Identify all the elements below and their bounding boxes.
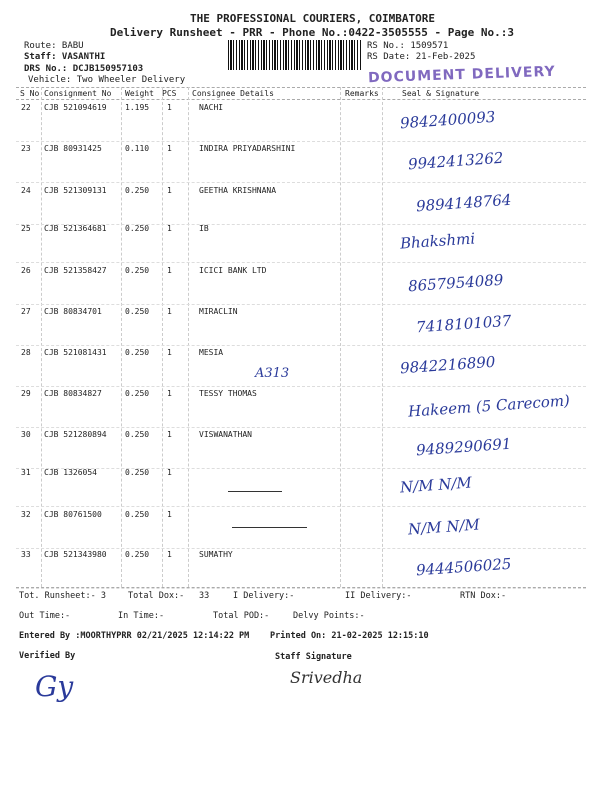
staff-signature-label: Staff Signature <box>275 652 352 662</box>
tot-runsheet: Tot. Runsheet:- 3 <box>19 591 106 601</box>
out-time: Out Time:- <box>19 611 71 621</box>
row-divider <box>16 548 586 549</box>
table-row <box>0 144 600 156</box>
cell-sno: 25 <box>21 224 31 233</box>
divider <box>16 99 586 100</box>
table-row <box>0 348 600 360</box>
handwritten-signature: 9842216890 <box>399 352 496 378</box>
handwritten-signature: N/M N/M <box>407 515 481 539</box>
dash-line <box>228 491 282 492</box>
total-pod: Total POD:- <box>213 611 270 621</box>
cell-pcs: 1 <box>167 348 172 357</box>
ii-delivery: II Delivery:- <box>345 591 412 601</box>
row-divider <box>16 141 586 142</box>
cell-wt: 1.195 <box>125 103 150 112</box>
cell-cons: CJB 80931425 <box>44 144 102 153</box>
divider <box>16 87 586 88</box>
runsheet-subtitle: Delivery Runsheet - PRR - Phone No.:0422-3505555 - Page No.:3 <box>110 26 514 39</box>
cell-pcs: 1 <box>167 430 172 439</box>
cell-cons: CJB 521280894 <box>44 430 107 439</box>
cell-pcs: 1 <box>167 144 172 153</box>
cell-wt: 0.250 <box>125 468 150 477</box>
entered-by: Entered By :MOORTHYPRR 02/21/2025 12:14:22 PM <box>19 631 250 641</box>
rs-date: RS Date: 21-Feb-2025 <box>367 52 476 62</box>
cell-wt: 0.250 <box>125 224 150 233</box>
cell-sno: 30 <box>21 430 31 439</box>
cell-sno: 28 <box>21 348 31 357</box>
company-title: THE PROFESSIONAL COURIERS, COIMBATORE <box>190 12 436 25</box>
in-time: In Time:- <box>118 611 165 621</box>
handwritten-signature: 7418101037 <box>415 311 512 337</box>
cell-wt: 0.250 <box>125 186 150 195</box>
cell-cons: CJB 1326054 <box>44 468 97 477</box>
row-divider <box>16 345 586 346</box>
col-remarks: Remarks <box>345 89 379 98</box>
table-row <box>0 103 600 115</box>
i-delivery: I Delivery:- <box>233 591 295 601</box>
handwritten-signature: 9444506025 <box>415 554 512 580</box>
cell-sno: 24 <box>21 186 31 195</box>
delvy-points: Delvy Points:- <box>293 611 365 621</box>
vehicle: Vehicle: Two Wheeler Delivery <box>28 75 186 85</box>
cell-wt: 0.250 <box>125 510 150 519</box>
total-dox-label: Total Dox:- <box>128 591 185 601</box>
handwritten-signature: Bhakshmi <box>399 229 476 253</box>
cell-cons: CJB 521364681 <box>44 224 107 233</box>
cell-name: ICICI BANK LTD <box>199 266 267 275</box>
handwritten-signature: 8657954089 <box>407 270 504 296</box>
cell-wt: 0.250 <box>125 348 150 357</box>
cell-name: VISWANATHAN <box>199 430 252 439</box>
handwritten-signature: 9894148764 <box>415 190 512 216</box>
remark-note: A313 <box>255 366 290 381</box>
cell-sno: 27 <box>21 307 31 316</box>
col-signature: Seal & Signature <box>402 89 480 98</box>
col-consignment: Consignment No <box>44 89 112 98</box>
row-divider <box>16 304 586 305</box>
cell-cons: CJB 80761500 <box>44 510 102 519</box>
cell-pcs: 1 <box>167 468 172 477</box>
table-row <box>0 224 600 236</box>
cell-name: TESSY THOMAS <box>199 389 257 398</box>
cell-cons: CJB 521081431 <box>44 348 107 357</box>
row-divider <box>16 427 586 428</box>
handwritten-signature: Hakeem (5 Carecom) <box>407 391 571 421</box>
document-delivery-stamp: DOCUMENT DELIVERY <box>367 63 556 87</box>
verified-by: Verified By <box>19 651 76 661</box>
cell-pcs: 1 <box>167 186 172 195</box>
cell-name: IB <box>199 224 209 233</box>
divider <box>16 587 586 588</box>
col-weight: Weight <box>125 89 154 98</box>
cell-name: NACHI <box>199 103 224 112</box>
cell-cons: CJB 521358427 <box>44 266 107 275</box>
table-row <box>0 468 600 480</box>
cell-sno: 23 <box>21 144 31 153</box>
handwritten-signature: 9842400093 <box>399 107 496 133</box>
cell-name: SUMATHY <box>199 550 233 559</box>
row-divider <box>16 262 586 263</box>
dash-line <box>232 527 307 528</box>
cell-wt: 0.110 <box>125 144 150 153</box>
staff-signature: Srivedha <box>290 668 363 687</box>
cell-pcs: 1 <box>167 307 172 316</box>
cell-sno: 32 <box>21 510 31 519</box>
cell-pcs: 1 <box>167 389 172 398</box>
handwritten-signature: 9942413262 <box>407 148 504 174</box>
verifier-signature: Gy <box>35 670 74 703</box>
table-row <box>0 510 600 522</box>
handwritten-signature: N/M N/M <box>399 473 473 497</box>
cell-pcs: 1 <box>167 266 172 275</box>
cell-pcs: 1 <box>167 224 172 233</box>
printed-on: Printed On: 21-02-2025 12:15:10 <box>270 631 429 641</box>
cell-name: MIRACLIN <box>199 307 238 316</box>
rs-no: RS No.: 1509571 <box>367 41 449 51</box>
drs-no: DRS No.: DCJB150957103 <box>24 64 144 74</box>
row-divider <box>16 182 586 183</box>
staff: Staff: VASANTHI <box>24 52 106 62</box>
cell-name: MESIA <box>199 348 224 357</box>
cell-sno: 22 <box>21 103 31 112</box>
cell-name: GEETHA KRISHNANA <box>199 186 277 195</box>
cell-cons: CJB 80834701 <box>44 307 102 316</box>
route: Route: BABU <box>24 41 84 51</box>
table-row <box>0 266 600 278</box>
cell-sno: 33 <box>21 550 31 559</box>
cell-pcs: 1 <box>167 510 172 519</box>
row-divider <box>16 386 586 387</box>
cell-sno: 31 <box>21 468 31 477</box>
col-sno: S No <box>20 89 40 98</box>
cell-cons: CJB 521343980 <box>44 550 107 559</box>
cell-wt: 0.250 <box>125 389 150 398</box>
cell-wt: 0.250 <box>125 266 150 275</box>
col-consignee: Consignee Details <box>192 89 274 98</box>
total-dox-value: 33 <box>199 591 210 601</box>
cell-sno: 26 <box>21 266 31 275</box>
cell-cons: CJB 80834827 <box>44 389 102 398</box>
rtn-dox: RTN Dox:- <box>460 591 507 601</box>
col-pcs: PCS <box>162 89 177 98</box>
cell-pcs: 1 <box>167 103 172 112</box>
cell-cons: CJB 521094619 <box>44 103 107 112</box>
cell-pcs: 1 <box>167 550 172 559</box>
handwritten-signature: 9489290691 <box>415 434 512 460</box>
cell-sno: 29 <box>21 389 31 398</box>
row-divider <box>16 588 586 589</box>
cell-wt: 0.250 <box>125 430 150 439</box>
cell-wt: 0.250 <box>125 550 150 559</box>
barcode <box>228 40 361 70</box>
cell-cons: CJB 521309131 <box>44 186 107 195</box>
cell-wt: 0.250 <box>125 307 150 316</box>
row-divider <box>16 506 586 507</box>
cell-name: INDIRA PRIYADARSHINI <box>199 144 296 153</box>
